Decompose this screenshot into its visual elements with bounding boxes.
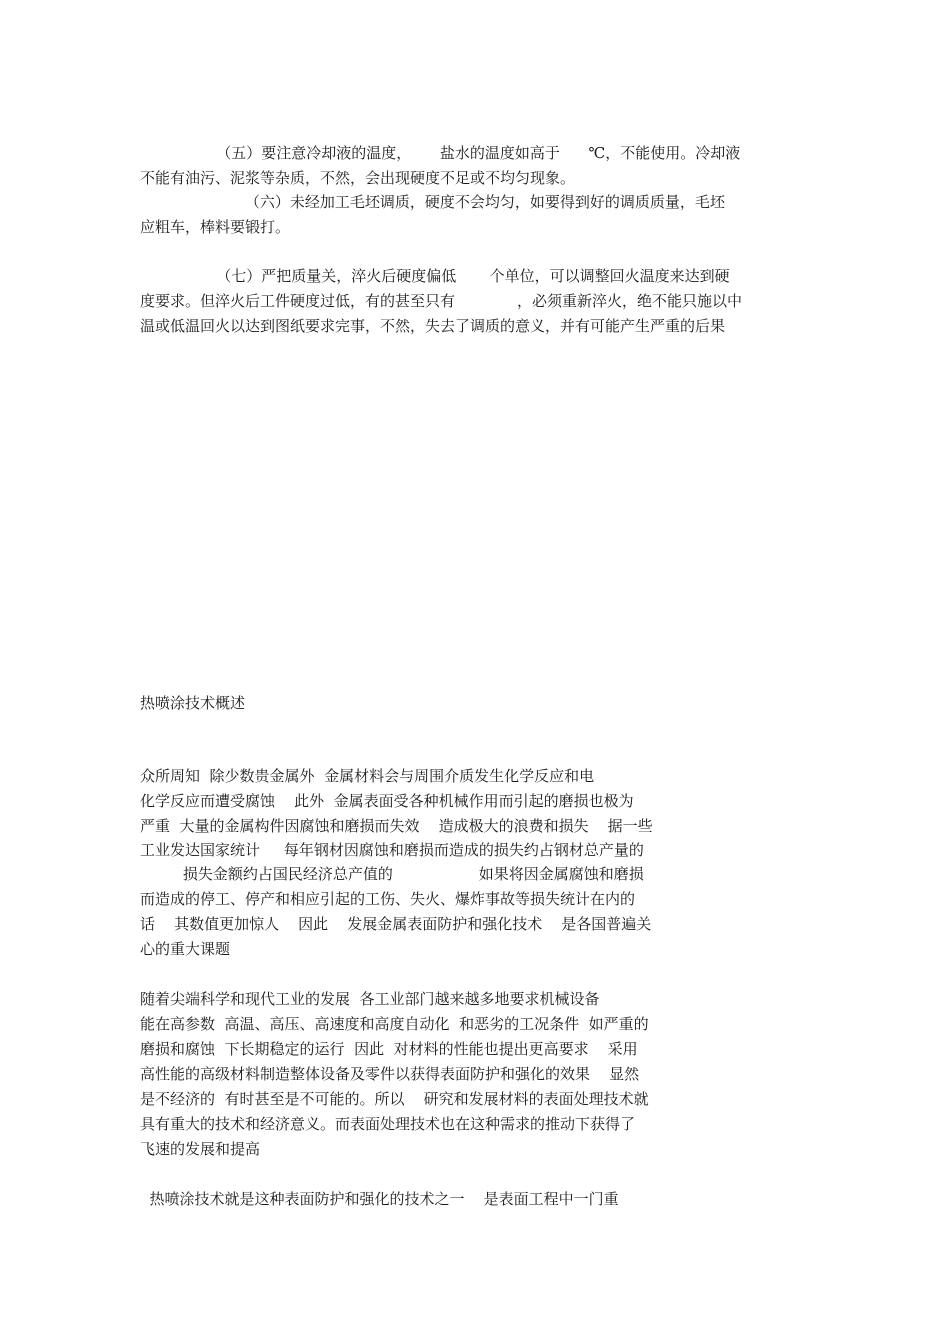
article-title: 热喷涂技术概述 xyxy=(140,694,246,712)
text-line: 热喷涂技术就是这种表面防护和强化的技术之一 是表面工程中一门重 xyxy=(140,1190,619,1208)
text-line: 损失金额约占国民经济总产值的 如果将因金属腐蚀和磨损 xyxy=(140,865,644,883)
text-line: 心的重大课题 xyxy=(140,940,231,958)
text-line: 磨损和腐蚀 下长期稳定的运行 因此 对材料的性能也提出更高要求 采用 xyxy=(140,1040,638,1058)
text-line: 不能有油污、泥浆等杂质，不然，会出现硬度不足或不均匀现象。 xyxy=(140,169,576,187)
text-line: （七）严把质量关，淬火后硬度偏低 个单位，可以调整回火温度来达到硬 xyxy=(140,267,730,285)
text-line: 度要求。但淬火后工件硬度过低，有的甚至只有 ，必须重新淬火，绝不能只施以中 xyxy=(140,292,742,310)
text-line: 随着尖端科学和现代工业的发展 各工业部门越来越多地要求机械设备 xyxy=(140,990,600,1008)
text-line: 严重 大量的金属构件因腐蚀和磨损而失效 造成极大的浪费和损失 据一些 xyxy=(140,817,653,835)
text-line: 温或低温回火以达到图纸要求完事，不然，失去了调质的意义，并有可能产生严重的后果 xyxy=(140,317,726,335)
text-line: 飞速的发展和提高 xyxy=(140,1140,261,1158)
text-line: 众所周知 除少数贵金属外 金属材料会与周围介质发生化学反应和电 xyxy=(140,767,595,785)
text-line: 高性能的高级材料制造整体设备及零件以获得表面防护和强化的效果 显然 xyxy=(140,1065,640,1083)
text-line: 化学反应而遭受腐蚀 此外 金属表面受各种机械作用而引起的磨损也极为 xyxy=(140,792,634,810)
text-line: 能在高参数 高温、高压、高速度和高度自动化 和恶劣的工况条件 如严重的 xyxy=(140,1015,649,1033)
text-line: 应粗车，棒料要锻打。 xyxy=(140,218,291,236)
text-line: 工业发达国家统计 每年钢材因腐蚀和磨损而造成的损失约占钢材总产量的 xyxy=(140,841,644,859)
text-line: 话 其数值更加惊人 因此 发展金属表面防护和强化技术 是各国普遍关 xyxy=(140,915,652,933)
text-line: 具有重大的技术和经济意义。而表面处理技术也在这种需求的推动下获得了 xyxy=(140,1115,636,1133)
text-line: 是不经济的 有时甚至是不可能的。所以 研究和发展材料的表面处理技术就 xyxy=(140,1090,649,1108)
text-line: （五）要注意冷却液的温度， 盐水的温度如高于 ℃，不能使用。冷却液 xyxy=(140,144,741,162)
text-line: （六）未经加工毛坯调质，硬度不会均匀，如要得到好的调质质量，毛坯 xyxy=(140,193,725,211)
text-line: 而造成的停工、停产和相应引起的工伤、失火、爆炸事故等损失统计在内的 xyxy=(140,890,636,908)
